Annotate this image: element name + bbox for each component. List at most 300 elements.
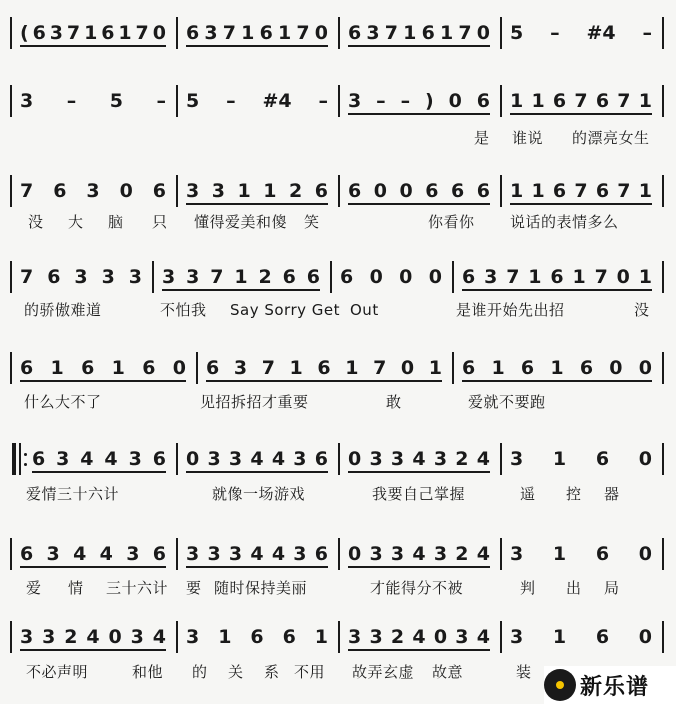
notation-row [0, 624, 676, 650]
note: 3 [348, 626, 362, 648]
note: 3 [74, 266, 88, 288]
note: – [226, 90, 236, 112]
lyric-text: 的漂亮女生 [572, 129, 650, 147]
lyric-text: 爱 [26, 579, 42, 597]
note: 5 [186, 90, 200, 112]
note: 3 [293, 543, 307, 565]
note: 0 [638, 626, 652, 648]
beam-underline [186, 45, 328, 47]
measure [20, 178, 166, 204]
note: 0 [400, 357, 415, 379]
lyric-text: 控 [566, 485, 582, 503]
note: 2 [455, 448, 469, 470]
measure [206, 355, 442, 381]
note: 1 [531, 180, 545, 202]
measure [348, 178, 490, 204]
lyric-text: 器 [604, 485, 620, 503]
measure [348, 541, 490, 567]
note: 7 [594, 266, 608, 288]
note: 2 [390, 626, 405, 648]
note: 6 [340, 266, 354, 288]
bar-line [176, 538, 178, 570]
beam-underline [162, 289, 320, 291]
note: 5 [510, 22, 524, 44]
notation-row [0, 355, 676, 381]
bar-line [452, 352, 454, 384]
note: – [66, 90, 77, 112]
bar-line [338, 443, 340, 475]
lyric-text: 敢 [386, 393, 402, 411]
bar-line [10, 352, 12, 384]
note: 1 [638, 266, 652, 288]
bar-line [662, 175, 664, 207]
note: 3 [20, 626, 34, 648]
beam-underline [348, 113, 490, 115]
note: 3 [369, 626, 383, 648]
note: 0 [172, 357, 186, 379]
note: 6 [259, 22, 273, 44]
bar-line [662, 538, 664, 570]
note: 6 [152, 543, 166, 565]
lyric-text: 关 [228, 663, 244, 681]
note: 7 [574, 180, 588, 202]
note: 3 [186, 266, 200, 288]
notation-row [0, 20, 676, 46]
bar-line [10, 17, 12, 49]
note: 3 [204, 22, 218, 44]
note: 1 [289, 357, 303, 379]
note: 3 [42, 626, 56, 648]
measure [510, 541, 652, 567]
bar-line [176, 17, 178, 49]
note: 3 [510, 448, 524, 470]
beam-underline [348, 471, 490, 473]
note: 1 [345, 357, 359, 379]
bar-line [10, 538, 12, 570]
logo-text: 新乐谱 [580, 674, 650, 700]
note: 6 [595, 448, 610, 470]
note: ( [20, 22, 29, 44]
lyric-text: 什么大不了 [24, 393, 102, 411]
beam-underline [32, 471, 166, 473]
note: 1 [403, 22, 417, 44]
note: 1 [510, 90, 524, 112]
note: 0 [476, 22, 490, 44]
bar-line [10, 175, 12, 207]
bar-line [10, 261, 12, 293]
beam-underline [186, 203, 328, 205]
note: 1 [552, 543, 567, 565]
bar-line [500, 85, 502, 117]
note: 6 [462, 357, 476, 379]
bar-line [338, 85, 340, 117]
note: 7 [373, 357, 387, 379]
measure [340, 264, 442, 290]
note: 7 [574, 90, 588, 112]
note: 3 [510, 543, 524, 565]
note: 6 [595, 180, 610, 202]
note: 7 [20, 266, 34, 288]
note: 6 [47, 266, 61, 288]
note: 3 [390, 543, 405, 565]
note: – [376, 90, 386, 112]
lyric-text: 的骄傲难道 [24, 301, 102, 319]
measure [162, 264, 320, 290]
note: 1 [550, 357, 564, 379]
note: 3 [233, 357, 248, 379]
measure [20, 264, 142, 290]
lyric-text: 是谁开始先出招 [456, 301, 565, 319]
note: 7 [210, 266, 224, 288]
note: 3 [348, 90, 362, 112]
note: 6 [451, 180, 465, 202]
note: 3 [162, 266, 176, 288]
note: 3 [186, 543, 200, 565]
note: 3 [369, 448, 383, 470]
note: 6 [314, 448, 328, 470]
note: 0 [108, 626, 122, 648]
note: 0 [399, 180, 413, 202]
note: 4 [412, 543, 426, 565]
note: 6 [20, 543, 34, 565]
note: 4 [476, 543, 490, 565]
note: 6 [282, 266, 296, 288]
note: 2 [64, 626, 78, 648]
note: 1 [237, 180, 251, 202]
note: 6 [579, 357, 594, 379]
note: 1 [118, 22, 132, 44]
note: – [318, 90, 328, 112]
note: 4 [73, 543, 87, 565]
lyric-text: 和他 [132, 663, 164, 681]
note: 1 [263, 180, 277, 202]
bar-line [500, 621, 502, 653]
note: 4 [99, 543, 113, 565]
beam-underline [462, 289, 652, 291]
note: 3 [56, 448, 70, 470]
bar-line [338, 538, 340, 570]
note: 5 [109, 90, 123, 112]
note: 4 [412, 626, 426, 648]
lyric-text: 不怕我 [160, 301, 207, 319]
note: 3 [207, 543, 221, 565]
repeat-dot [24, 453, 27, 456]
bar-line [662, 85, 664, 117]
note: 3 [369, 543, 383, 565]
beam-underline [20, 566, 166, 568]
beam-underline [510, 203, 652, 205]
note: 3 [433, 543, 448, 565]
note: 7 [384, 22, 399, 44]
note: 7 [135, 22, 149, 44]
bar-line [330, 261, 332, 293]
lyric-text: 要 [186, 579, 202, 597]
note: 1 [439, 22, 454, 44]
note: 6 [421, 22, 435, 44]
note: #4 [262, 90, 292, 112]
beam-underline [348, 566, 490, 568]
bar-line [662, 443, 664, 475]
note: 4 [250, 543, 264, 565]
note: 3 [101, 266, 115, 288]
note: 3 [130, 626, 144, 648]
note: 2 [455, 543, 469, 565]
note: 7 [458, 22, 472, 44]
beam-underline [20, 45, 166, 47]
note: 1 [234, 266, 248, 288]
note: 0 [448, 90, 462, 112]
measure [20, 20, 166, 46]
measure [20, 624, 166, 650]
lyrics-row [0, 126, 676, 150]
note: 6 [317, 357, 331, 379]
note: 1 [572, 266, 586, 288]
measure [186, 624, 328, 650]
note: 7 [296, 22, 310, 44]
note: 3 [293, 448, 307, 470]
bar-line [176, 443, 178, 475]
notation-row [0, 264, 676, 290]
note: 6 [32, 22, 46, 44]
lyric-text: 装 [516, 663, 532, 681]
note: 4 [476, 626, 490, 648]
bar-line [500, 17, 502, 49]
note: 6 [476, 90, 490, 112]
note: 3 [228, 448, 243, 470]
measure [510, 446, 652, 472]
note: 3 [128, 448, 142, 470]
measure [462, 264, 652, 290]
note: 4 [412, 448, 426, 470]
lyrics-row [0, 482, 676, 506]
note: 3 [510, 626, 524, 648]
note: 1 [638, 90, 652, 112]
measure [348, 20, 490, 46]
lyric-text: 判 [520, 579, 536, 597]
lyric-text: 不必声明 [26, 663, 89, 681]
measure [186, 88, 328, 114]
lyric-text: 情 [68, 579, 84, 597]
lyric-text: 只 [152, 213, 168, 231]
note: 6 [552, 180, 567, 202]
note: 0 [433, 626, 448, 648]
note: 0 [638, 448, 652, 470]
note: 7 [261, 357, 275, 379]
note: 3 [186, 180, 200, 202]
lyric-text: 是 [474, 129, 490, 147]
note: 7 [617, 180, 631, 202]
repeat-sign-thick [12, 443, 16, 475]
measure [348, 446, 490, 472]
bar-line [338, 17, 340, 49]
bar-line [500, 175, 502, 207]
measure [510, 20, 652, 46]
beam-underline [206, 380, 442, 382]
bar-line [176, 85, 178, 117]
lyric-text: 爱就不要跑 [468, 393, 546, 411]
bar-line [10, 621, 12, 653]
lyric-text: 懂得爱美和傻 [194, 213, 288, 231]
note: 7 [617, 90, 631, 112]
lyric-text: 不用 [294, 663, 326, 681]
note: 6 [206, 357, 220, 379]
measure [186, 541, 328, 567]
note: 6 [282, 626, 296, 648]
note: ) [425, 90, 434, 112]
bar-line [338, 621, 340, 653]
note: 4 [104, 448, 118, 470]
note: 7 [506, 266, 520, 288]
note: #4 [586, 22, 616, 44]
note: 3 [484, 266, 498, 288]
repeat-dot [24, 463, 27, 466]
repeat-sign-thin [19, 443, 21, 475]
note: 6 [348, 22, 362, 44]
note: 6 [250, 626, 264, 648]
measure [186, 20, 328, 46]
note: 3 [207, 448, 221, 470]
note: 3 [433, 448, 448, 470]
lyric-text: 系 [264, 663, 280, 681]
measure [510, 624, 652, 650]
bar-line [662, 352, 664, 384]
note: – [642, 22, 652, 44]
note: 6 [101, 22, 115, 44]
note: 6 [186, 22, 200, 44]
lyric-text: 故弄玄虚 [352, 663, 415, 681]
note: 3 [86, 180, 100, 202]
measure [32, 446, 166, 472]
note: 4 [86, 626, 100, 648]
lyric-text: Say Sorry Get [230, 301, 341, 319]
note: 4 [80, 448, 94, 470]
note: 0 [119, 180, 133, 202]
lyric-text: 就像一场游戏 [212, 485, 306, 503]
note: 0 [369, 266, 383, 288]
note: 1 [491, 357, 505, 379]
lyric-text: 遥 [520, 485, 536, 503]
note: 0 [609, 357, 623, 379]
note: 1 [638, 180, 652, 202]
note: 3 [186, 626, 200, 648]
note: – [550, 22, 560, 44]
note: 0 [348, 448, 362, 470]
measure [20, 88, 166, 114]
note: 1 [314, 626, 328, 648]
notation-row [0, 541, 676, 567]
measure [510, 178, 652, 204]
note: 6 [32, 448, 46, 470]
note: 7 [222, 22, 237, 44]
note: 6 [425, 180, 439, 202]
lyric-text: 随时保持美丽 [214, 579, 308, 597]
note: 0 [348, 543, 362, 565]
beam-underline [348, 649, 490, 651]
site-logo [544, 666, 676, 704]
lyric-text: 才能得分不被 [370, 579, 464, 597]
bar-line [10, 85, 12, 117]
bar-line [152, 261, 154, 293]
note: 3 [126, 543, 140, 565]
note: 1 [510, 180, 524, 202]
note: 0 [638, 543, 652, 565]
lyrics-row [0, 390, 676, 414]
note: 6 [550, 266, 564, 288]
bar-line [662, 261, 664, 293]
note: 0 [616, 266, 630, 288]
note: 6 [142, 357, 156, 379]
beam-underline [462, 380, 652, 382]
note: 3 [390, 448, 405, 470]
beam-underline [20, 380, 186, 382]
note: 6 [520, 357, 535, 379]
note: 4 [271, 543, 286, 565]
lyric-text: 笑 [304, 213, 320, 231]
lyrics-row [0, 210, 676, 234]
note: 7 [66, 22, 81, 44]
note: 6 [152, 180, 166, 202]
lyric-text: 没 [28, 213, 44, 231]
lyric-text: Out [350, 301, 379, 319]
lyric-text: 爱情三十六计 [26, 485, 120, 503]
note: 3 [455, 626, 469, 648]
beam-underline [20, 649, 166, 651]
beam-underline [186, 566, 328, 568]
bar-line [338, 175, 340, 207]
bar-line [500, 443, 502, 475]
notation-row [0, 446, 676, 472]
bar-line [196, 352, 198, 384]
lyric-text: 局 [604, 579, 620, 597]
note: – [400, 90, 411, 112]
note: 6 [595, 90, 610, 112]
vinyl-record-icon [544, 669, 576, 701]
note: 0 [152, 22, 166, 44]
lyric-text: 故意 [432, 663, 464, 681]
measure [20, 355, 186, 381]
note: 1 [552, 626, 567, 648]
note: 0 [314, 22, 328, 44]
note: 3 [211, 180, 225, 202]
beam-underline [510, 113, 652, 115]
lyric-text: 见招拆招才重要 [200, 393, 309, 411]
note: 4 [250, 448, 264, 470]
note: 6 [476, 180, 490, 202]
bar-line [452, 261, 454, 293]
beam-underline [348, 203, 490, 205]
note: 0 [428, 266, 442, 288]
note: 1 [428, 357, 442, 379]
measure [20, 541, 166, 567]
note: 6 [314, 543, 328, 565]
note: 6 [306, 266, 320, 288]
note: – [156, 90, 166, 112]
note: 0 [373, 180, 387, 202]
beam-underline [186, 471, 328, 473]
bar-line [662, 621, 664, 653]
note: 1 [277, 22, 292, 44]
lyric-text: 大 [68, 213, 84, 231]
beam-underline [348, 45, 490, 47]
note: 3 [228, 543, 243, 565]
lyric-text: 我要自己掌握 [372, 485, 466, 503]
note: 1 [218, 626, 232, 648]
measure [462, 355, 652, 381]
bar-line [176, 175, 178, 207]
note: 0 [186, 448, 200, 470]
note: 3 [128, 266, 142, 288]
note: 2 [289, 180, 303, 202]
